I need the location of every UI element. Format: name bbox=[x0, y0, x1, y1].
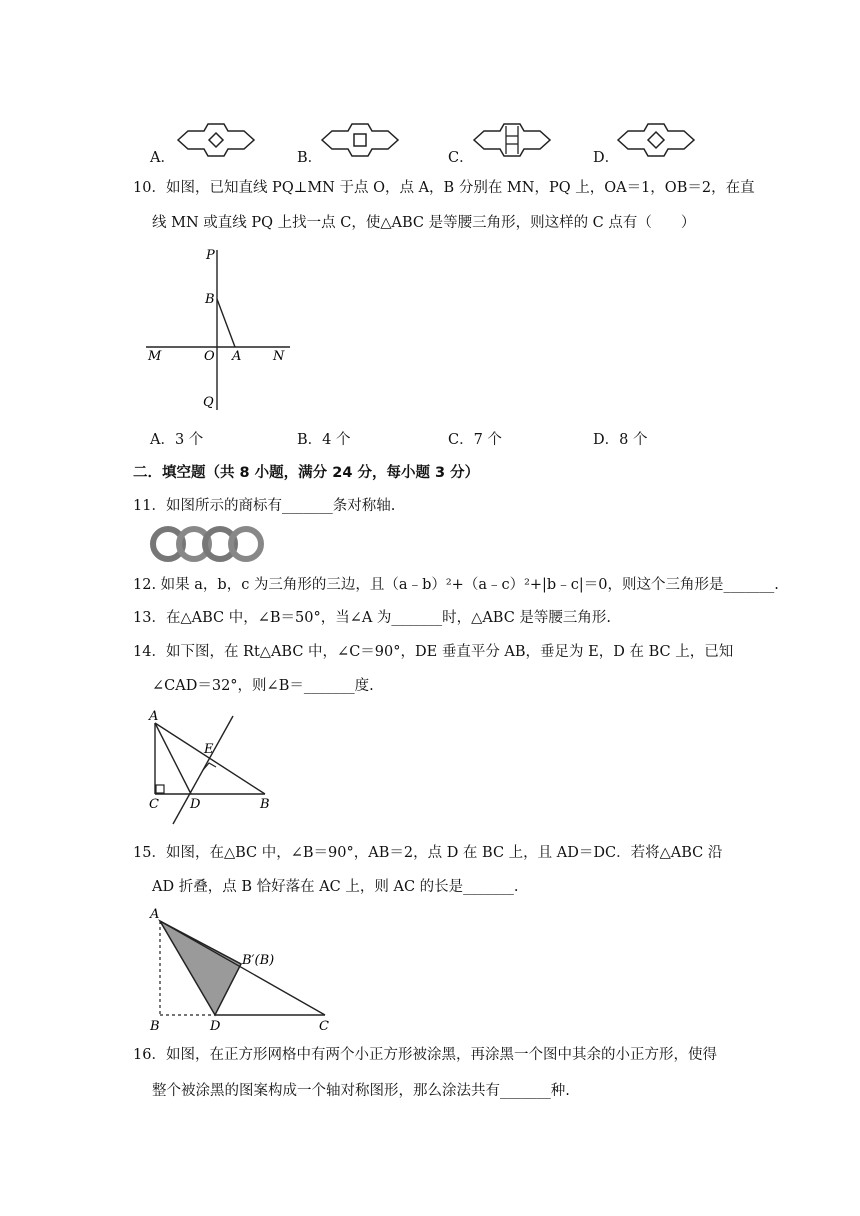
segment-ab bbox=[217, 299, 235, 347]
q10-option-c: C．7 个 bbox=[448, 432, 502, 448]
label-d: D bbox=[210, 1019, 221, 1032]
q15-text-line2: AD 折叠，点 B 恰好落在 AC 上，则 AC 的长是_______. bbox=[152, 879, 519, 895]
label-c: C bbox=[149, 797, 159, 812]
label-c: C bbox=[319, 1019, 329, 1032]
label-a: A bbox=[150, 907, 160, 922]
label-b: B bbox=[205, 292, 215, 307]
q10-figure bbox=[140, 244, 310, 416]
label-b-prime: B′(B) bbox=[242, 953, 275, 968]
segment-ad bbox=[155, 723, 191, 794]
q16-text-line2: 整个被涂黑的图案构成一个轴对称图形，那么涂法共有_______种. bbox=[152, 1083, 570, 1099]
q9-option-c-label: C． bbox=[448, 150, 474, 166]
q14-text-line1: 14．如下图，在 Rt△ABC 中，∠C＝90°，DE 垂直平分 AB，垂足为 E，D 在 BC 上，已知 bbox=[133, 644, 734, 660]
q10-text-line2: 线 MN 或直线 PQ 上找一点 C，使△ABC 是等腰三角形，则这样的 C 点有（ ） bbox=[152, 215, 696, 231]
section2-heading: 二．填空题（共 8 小题，满分 24 分，每小题 3 分） bbox=[133, 465, 480, 481]
label-q: Q bbox=[203, 395, 214, 410]
label-e: E bbox=[204, 742, 214, 757]
q9-option-d-label: D． bbox=[593, 150, 620, 166]
label-o: O bbox=[204, 349, 215, 364]
q14-figure bbox=[140, 706, 290, 830]
q9-option-a-label: A． bbox=[150, 150, 175, 166]
label-p: P bbox=[206, 248, 215, 263]
q11-text: 11．如图所示的商标有_______条对称轴. bbox=[133, 498, 396, 514]
q9-option-b-label: B． bbox=[297, 150, 323, 166]
q10-option-a: A．3 个 bbox=[150, 432, 204, 448]
q13-text: 13．在△ABC 中，∠B＝50°，当∠A 为_______时，△ABC 是等腰三角形. bbox=[133, 610, 612, 626]
q10-option-b: B．4 个 bbox=[297, 432, 351, 448]
label-b: B bbox=[150, 1019, 160, 1032]
label-a: A bbox=[149, 709, 159, 724]
q10-option-d: D．8 个 bbox=[593, 432, 648, 448]
label-m: M bbox=[148, 349, 162, 364]
right-angle-c bbox=[156, 785, 164, 793]
q15-text-line1: 15．如图，在△BC 中，∠B＝90°，AB＝2，点 D 在 BC 上，且 AD＝DC．若将△ABC 沿 bbox=[133, 845, 723, 861]
label-a: A bbox=[232, 349, 242, 364]
label-b: B bbox=[260, 797, 270, 812]
q9-option-d-figure bbox=[616, 120, 696, 162]
q14-text-line2: ∠CAD＝32°，则∠B＝_______度. bbox=[152, 678, 374, 694]
q16-text-line1: 16．如图，在正方形网格中有两个小正方形被涂黑，再涂黑一个图中其余的小正方形，使得 bbox=[133, 1047, 717, 1063]
folded-triangle bbox=[160, 921, 241, 1015]
q15-figure bbox=[140, 904, 340, 1032]
q11-rings-logo bbox=[148, 523, 266, 565]
line-de bbox=[173, 716, 233, 824]
q12-text: 12. 如果 a，b，c 为三角形的三边，且（a﹣b）²+（a﹣c）²+|b﹣c|＝0，则这个三角形是_______. bbox=[133, 577, 779, 593]
q10-text-line1: 10．如图，已知直线 PQ⊥MN 于点 O，点 A，B 分别在 MN，PQ 上，OA＝1，OB＝2，在直 bbox=[133, 180, 755, 196]
q9-option-c-figure bbox=[472, 120, 552, 162]
label-d: D bbox=[190, 797, 201, 812]
q9-option-a-figure bbox=[176, 120, 256, 162]
q9-option-b-figure bbox=[320, 120, 400, 162]
label-n: N bbox=[273, 349, 285, 364]
segment-ac bbox=[160, 921, 325, 1015]
